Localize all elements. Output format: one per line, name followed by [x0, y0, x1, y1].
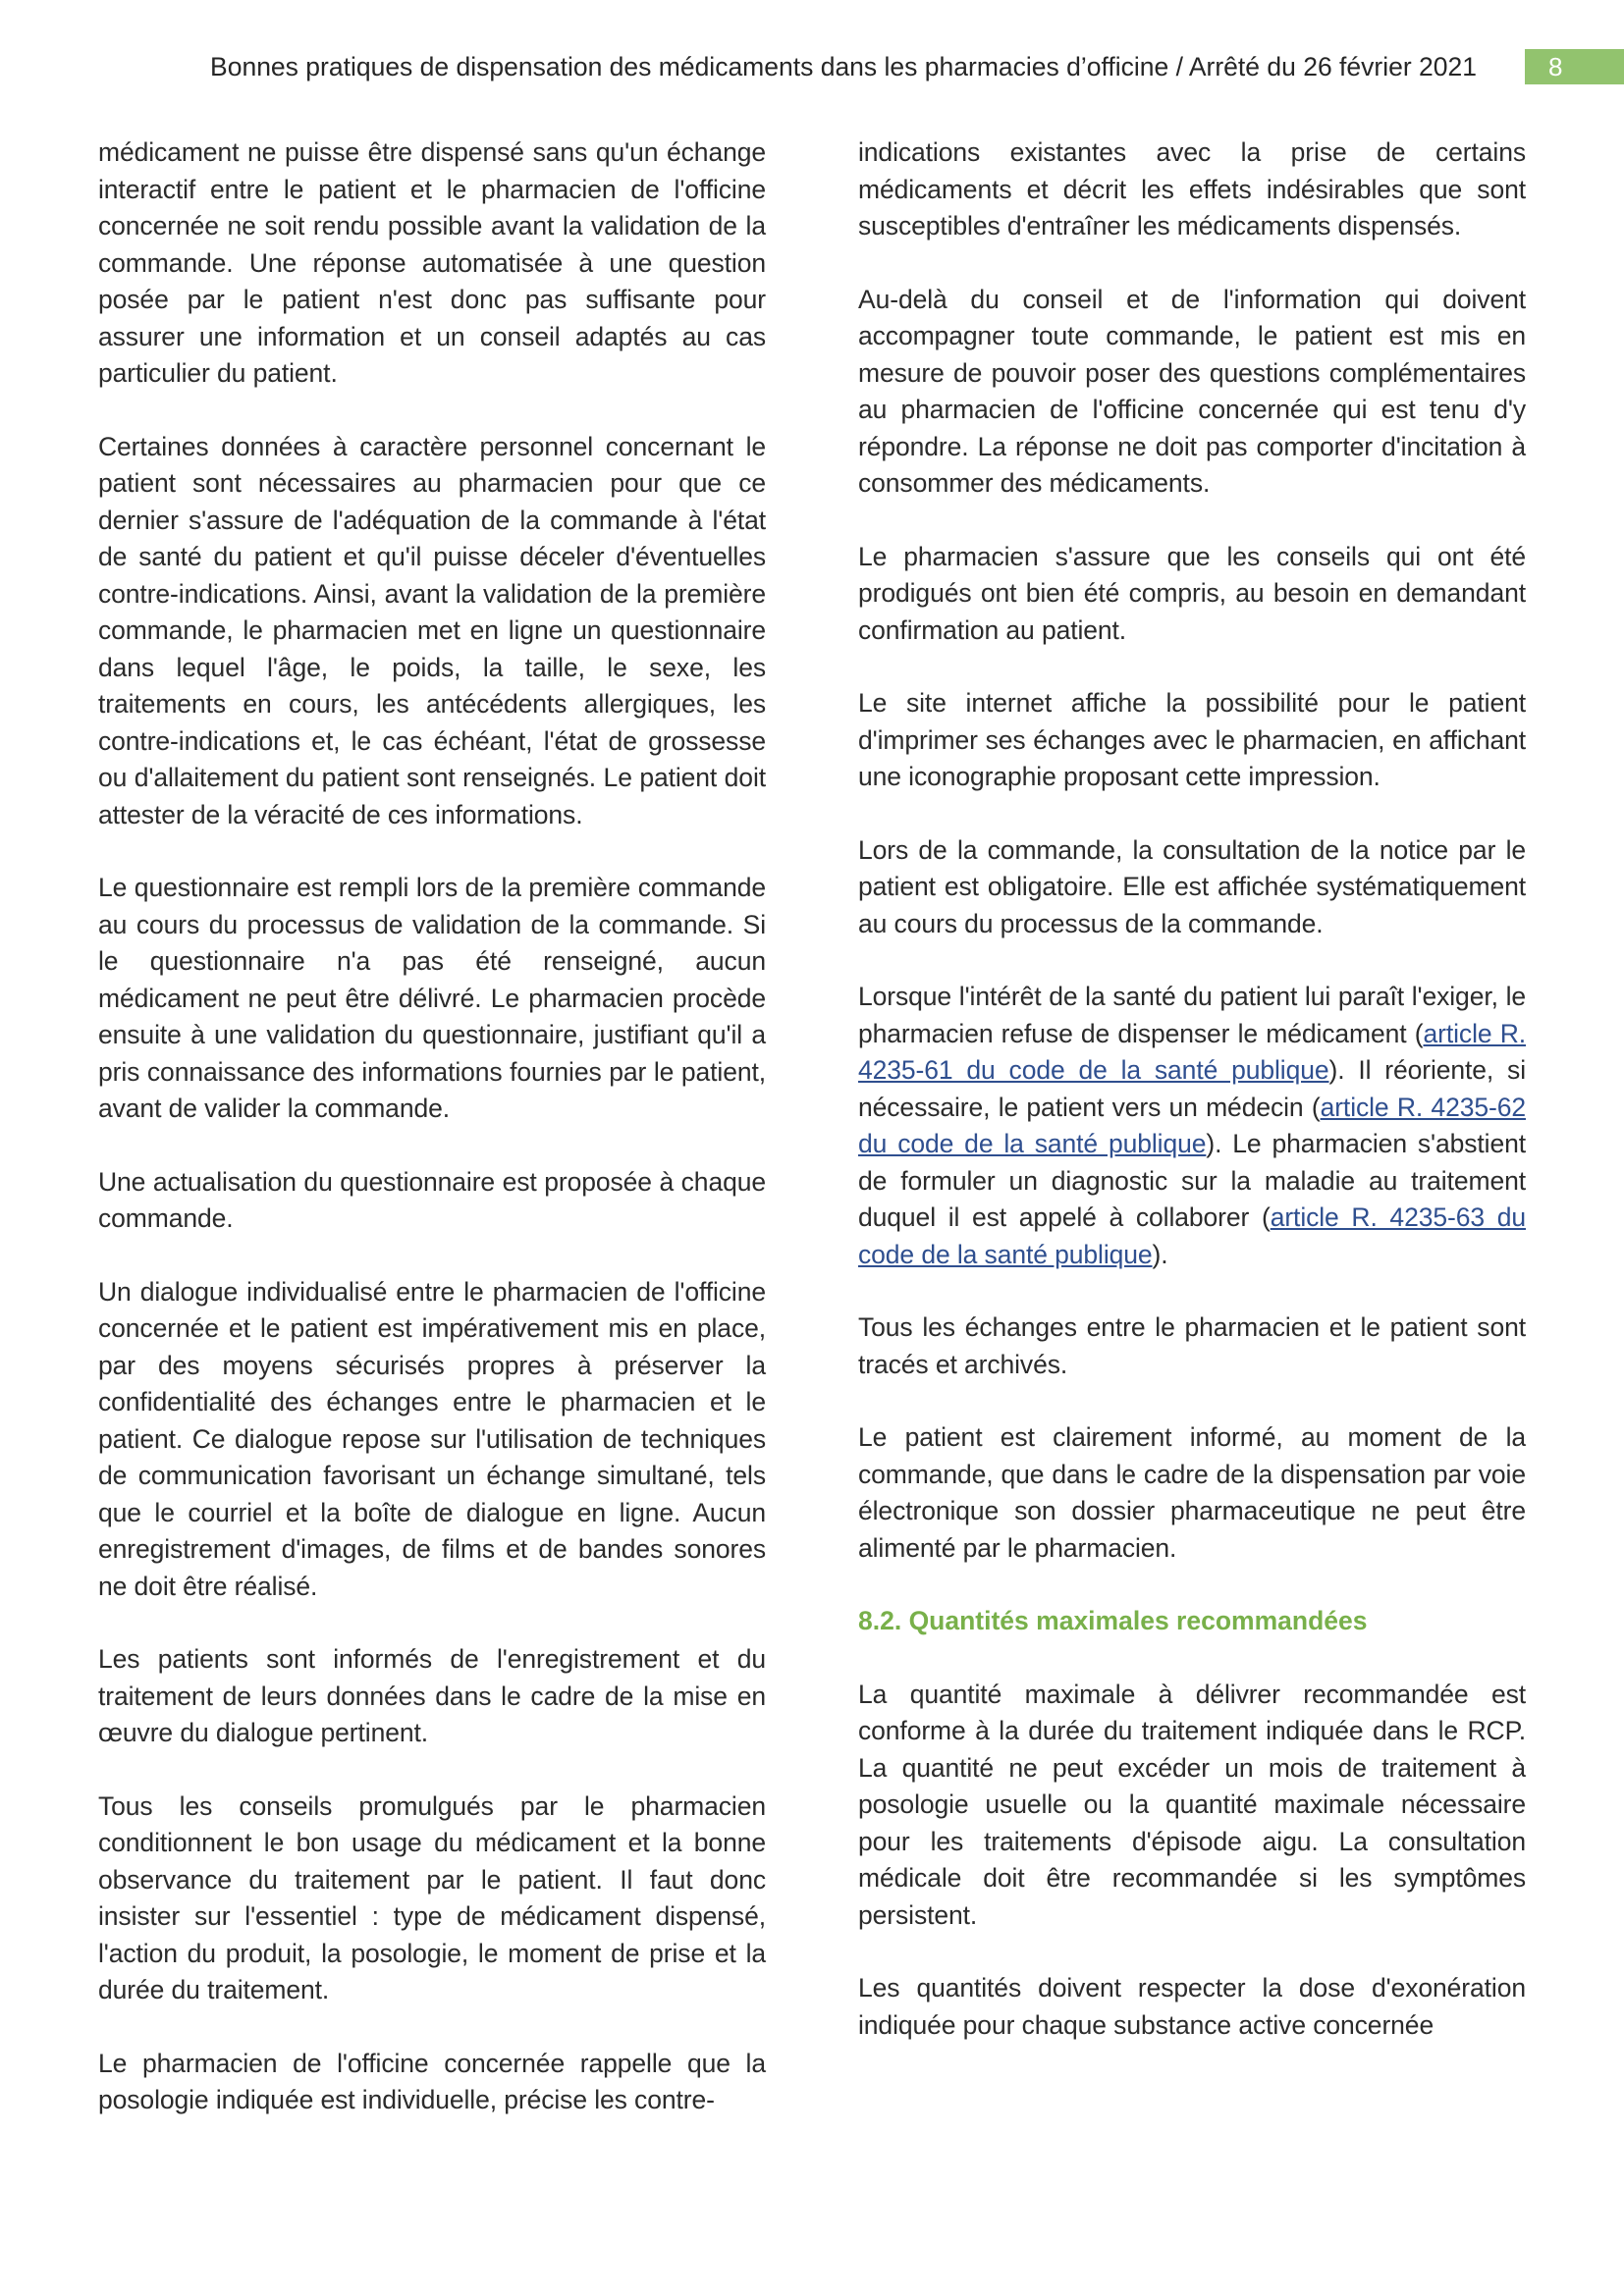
text-span: ). Il réoriente, si nécessaire, le patient vers un médecin ( — [858, 1055, 1526, 1122]
link-article-r4235-62[interactable]: article R. 4235-62 du code de la santé publique — [858, 1092, 1526, 1158]
paragraph: Le site internet affiche la possibilité pour le patient d'imprimer ses échanges avec le pharmacien, en affichant une iconographie proposant cette impression. — [858, 688, 1526, 791]
paragraph: Un dialogue individualisé entre le pharmacien de l'officine concernée et le patient est impérativement mis en place, par des moyens sécurisés propres à préserver la confidentialité des échanges entre le pharmacien et le patient. Ce dialogue repose sur l'utilisation de techniques de communication favorisant un échange simultané, tels que le courriel et la boîte de dialogue en ligne. Aucun enregistrement d'images, de films et de bandes sonores ne doit être réalisé. — [98, 1276, 766, 1601]
link-article-r4235-63[interactable]: article R. 4235-63 du code de la santé publique — [858, 1202, 1526, 1269]
paragraph: Au-delà du conseil et de l'information qui doivent accompagner toute commande, le patient est mis en mesure de pouvoir poser des questions complémentaires au pharmacien de l'officine concernée qui est tenu d'y répondre. La réponse ne doit pas comporter d'incitation à consommer des médicaments. — [858, 284, 1526, 498]
link-article-r4235-61[interactable]: article R. 4235-61 du code de la santé publique — [858, 1018, 1526, 1085]
paragraph: Le pharmacien s'assure que les conseils qui ont été prodigués ont bien été compris, au besoin en demandant confirmation au patient. — [858, 541, 1526, 645]
paragraph-with-links — [858, 979, 1526, 1273]
paragraph: Les quantités doivent respecter la dose d'exonération indiquée pour chaque substance active concernée — [858, 1973, 1526, 2040]
paragraph: médicament ne puisse être dispensé sans qu'un échange interactif entre le patient et le pharmacien de l'officine concernée ne soit rendu possible avant la validation de la commande. Une réponse automatisée à une question posée par le patient n'est donc pas suffisante pour assurer une information et un conseil adaptés au cas particulier du patient. — [98, 137, 766, 388]
paragraph: Le questionnaire est rempli lors de la première commande au cours du processus de validation de la commande. Si le questionnaire n'a pas été renseigné, aucun médicament ne peut être délivré. Le pharmacien procède ensuite à une validation du questionnaire, justifiant qu'il a pris connaissance des informations fournies par le patient, avant de valider la commande. — [98, 873, 766, 1123]
text-span: ). — [1152, 1239, 1168, 1269]
page-header — [0, 49, 1624, 88]
paragraph: Le pharmacien de l'officine concernée rappelle que la posologie indiquée est individuelle, précise les contre- — [98, 2048, 766, 2114]
paragraph: Une actualisation du questionnaire est proposée à chaque commande. — [98, 1166, 766, 1233]
section-heading: 8.2. Quantités maximales recommandées — [858, 1606, 1368, 1635]
left-column — [98, 134, 766, 2156]
right-column — [858, 134, 1526, 2080]
header-title: Bonnes pratiques de dispensation des médicaments dans les pharmacies d’officine / Arrêté du 26 février 2021 — [210, 52, 1477, 81]
paragraph: Tous les échanges entre le pharmacien et le patient sont tracés et archivés. — [858, 1312, 1526, 1379]
paragraph: Lors de la commande, la consultation de la notice par le patient est obligatoire. Elle est affichée systématiquement au cours du processus de la commande. — [858, 834, 1526, 938]
paragraph: Tous les conseils promulgués par le pharmacien conditionnent le bon usage du médicament et la bonne observance du traitement par le patient. Il faut donc insister sur l'essentiel : type de médicament dispensé, l'action du produit, la posologie, le moment de prise et la durée du traitement. — [98, 1790, 766, 2004]
paragraph: La quantité maximale à délivrer recommandée est conforme à la durée du traitement indiquée dans le RCP. La quantité ne peut excéder un mois de traitement à posologie usuelle ou la quantité maximale nécessaire pour les traitements d'épisode aigu. La consultation médicale doit être recommandée si les symptômes persistent. — [858, 1679, 1526, 1930]
paragraph: Certaines données à caractère personnel concernant le patient sont nécessaires au pharmacien pour que ce dernier s'assure de l'adéquation de la commande à l'état de santé du patient et qu'il puisse déceler d'éventuelles contre-indications. Ainsi, avant la validation de la première commande, le pharmacien met en ligne un questionnaire dans lequel l'âge, le poids, la taille, le sexe, les traitements en cours, les antécédents allergiques, les contre-indications et, le cas échéant, l'état de grossesse ou d'allaitement du patient sont renseignés. Le patient doit attester de la véracité de ces informations. — [98, 431, 766, 829]
paragraph: Le patient est clairement informé, au moment de la commande, que dans le cadre de la dispensation par voie électronique son dossier pharmaceutique ne peut être alimenté par le pharmacien. — [858, 1422, 1526, 1563]
paragraph: indications existantes avec la prise de certains médicaments et décrit les effets indésirables que sont susceptibles d'entraîner les médicaments dispensés. — [858, 137, 1526, 240]
text-span: ). Le pharmacien s'abstient de formuler un diagnostic sur la maladie au traitement duquel il est appelé à collaborer ( — [858, 1129, 1527, 1232]
paragraph: Les patients sont informés de l'enregistrement et du traitement de leurs données dans le cadre de la mise en œuvre du dialogue pertinent. — [98, 1644, 766, 1747]
text-span: Lorsque l'intérêt de la santé du patient lui paraît l'exiger, le pharmacien refuse de dispenser le médicament ( — [858, 982, 1526, 1048]
page-number-badge: 8 — [1525, 49, 1624, 84]
